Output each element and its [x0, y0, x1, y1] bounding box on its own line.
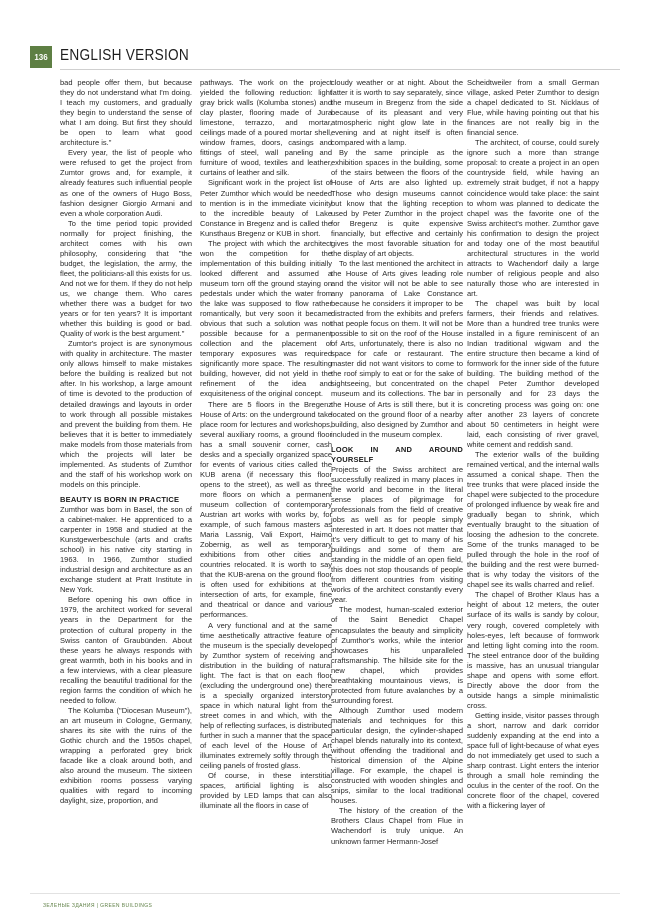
paragraph: Significant work in the project list of Peter Zumthor which would be needed to mention is in the immediate vicinity to the incredible beauty of Lake Constance in Bregenz and is called the Kunsthaus Bregenz or KUB in short.: [200, 178, 332, 238]
paragraph: The architect, of course, could surely ignore such a more than strange proposal: to create a project in an open countryside field, while having an extremely strait budget, if not a happy coincidence would take place: the saint to whom was planned to dedicate the chapel was the favorite one of the Swiss architect's mother. Zumthor gave his confirmation to design the project and today one of the most beautiful architectural structures in the world attracts to Wachendorf daily a large number of religious people and also naturally those who are interested in art.: [467, 138, 599, 298]
paragraph: pathways. The work on the project yielded the following reduction: light gray brick walls (Kolumba stones) and clay plaster, flooring made of Jura limestone, terrazzo, and mortar, ceilings made of a poured mortar shell, window frames, doors, casings and fittings of steel, wall paneling and furniture of wood, textiles and leather, curtains of leather and silk.: [200, 78, 332, 178]
paragraph: Before opening his own office in 1979, the architect worked for several years in the Department for the protection of cultural property in the Swiss canton of Graubünden. About these years he always responds with great warmth, both in his books and in a few interviews, with a clear pleasure recalling the beautiful traditional for the region farms the condition of which he needed to follow.: [60, 595, 192, 705]
section-heading: LOOK IN AND AROUND YOURSELF: [331, 444, 463, 464]
paragraph: cloudy weather or at night. About the latter it is worth to say separately, since the museum in Bregenz from the side because of its pleasant and very atmospheric night glow late in the evening and at night itself is often compared with a lamp.: [331, 78, 463, 148]
paragraph: Projects of the Swiss architect are successfully realized in many places in the world and become in the literal sense places of pilgrimage for professionals from the field of creative jobs as well as for people simply interested in art. It does not matter that it's very difficult to get to many of his buildings and some of them are standing in the middle of an open field, this does not stop thousands of people from different countries from visiting works of the architect constantly every year.: [331, 464, 463, 605]
paragraph: bad people offer them, but because they do not understand what I'm doing. I teach my customers, and gradually they begin to understand the sense of what I am doing. But first they should be open to learn what good architecture is.": [60, 78, 192, 148]
paragraph: Scheidtweiler from a small German village, asked Peter Zumthor to design a chapel dedicated to St. Nicklaus of Flue, while having pointing out that his finances are not really big in the financial sence.: [467, 78, 599, 138]
text-column-2: [200, 78, 332, 811]
paragraph: By the same principle as the exhibition spaces in the building, some of the stairs between the floors of the House of Arts are also lighted up. Those who design museums cannot but know that the lighting reception used by Peter Zumthor in the project for Bregenz is quite expensive financially, but effective and certainly gives the most favorable situation for the display of art objects.: [331, 148, 463, 258]
paragraph: Although Zumthor used modern materials and techniques for this particular design, the cylinder-shaped chapel blends naturally into its context, without offending the traditional and historical dimension of the Alpine village. For example, the chapel is constructed with wooden shingles and snips, similar to the local traditional houses.: [331, 705, 463, 806]
paragraph: The Kolumba ("Diocesan Museum"), an art museum in Cologne, Germany, shares its site with the ruins of the Gothic church and the 1950s chapel, wrapping a perforated grey brick facade like a cloak around both, and also around the museum. The sixteen exhibition rooms possess varying qualities with regard to incoming daylight, size, proportion, and: [60, 705, 192, 806]
paragraph: The exterior walls of the building remained vertical, and the internal walls assumed a conical shape. Then the tree trunks that were placed inside the chapel were subjected to the procedure of prolonged influence by weak fire and gradually began to shrink, which eventually braught to the situation of loosing the adhesion to the concrete. Some of the trunks managed to be pulled through the hole in the roof of the building and the rest were burned-that is why today the visitors of the chapel see its walls charred and relief.: [467, 449, 599, 590]
paragraph: The modest, human-scaled exterior of the Saint Benedict Chapel encapsulates the beauty and simplicity of Zumthor's works, while the interior showcases his unparalleled craftsmanship. The hillside site for the new chapel, which provides breathtaking mountainous views, is protected from future avalanches by a surrounding forest.: [331, 605, 463, 705]
paragraph: To the last mentioned the architect in the House of Arts gives leading role and the visitor will not be able to see any panorama of Lake Constance because he considers it improper to be distracted from the exhibits and prefers that people focus on them. It will not be possible to sit on the roof of the House of Arts, unfortunately, there is also no space for cafe or restaurant. The master did not want visitors to come to the roof simply to eat or for the sake of sightseeing, but concentrated on the museum and its collections. The bar in the House of Arts is still there, but it is located on the ground floor of a nearby building, also designed by Zumthor and included in the museum complex.: [331, 258, 463, 439]
paragraph: Of course, in these interstitial spaces, artificial lighting is also provided by LED lamps that can also illuminate all the floors in case of: [200, 771, 332, 811]
paragraph: There are 5 floors in the Bregenz House of Arts: on the underground take place room for lectures and workshops, several auxiliary rooms, a ground floor has a small souvenir corner, cash desks and a specially organized space for events of various cities called the KUB arena (if necessary this floor opens to the street), as well as three more floors on which a permanent museum collection of contemporary Austrian art works with works by, for example, of such famous masters as Maria Lassnig, Vali Export, Haimo Zobernig, as well as temporary exhibitions from other cities and countries relocated. It is worth to say that the KUB-arena on the ground floor is often used for exhibitions at the intersection of arts, for example, fine and theatrical or dance and various performances.: [200, 399, 332, 620]
footer-label: ЗЕЛЕНЫЕ ЗДАНИЯ | GREEN BUILDINGS: [43, 903, 153, 909]
paragraph: Zumtor's project is are synonymous with quality in architecture. The master only allows himself to make mistakes before the building is realized but not after. In his workshop, a large amount of time is devoted to the production of detailed drawings and layouts in order to work through all possible mistakes and prevent the building from them. He believes that it is better to immediately make models from those materials from which the projects will later be implemented. As students of Zumthor and the staff of his workshop work on models on this principle.: [60, 339, 192, 489]
page-number-badge: 136: [30, 46, 52, 68]
paragraph: The chapel of Brother Klaus has a height of about 12 meters, the outer surface of its walls is sandy by colour, very rough, covered completely with holes-eyes, left because of formwork and letting light coming into the room. The steel entrance door of the building is massive, has an unusual triangular shape and opens with some effort. Directly above the door from the outside hangs a simple minimalistic cross.: [467, 590, 599, 710]
paragraph: Every year, the list of people who were refused to get the project from Zumtor grows and, for example, it already features such influential people as one of the owners of Hugo Boss, fashion designer Giorgio Armani and even a whole corporation Audi.: [60, 148, 192, 218]
footer-divider: [30, 893, 620, 894]
paragraph: The history of the creation of the Brothers Claus Chapel from Flue in Wachendorf is truly unique. An unknown farmer Hermann-Josef: [331, 806, 463, 846]
paragraph: To the time period topic provided normally for project finishing, the architect comes with his own philosophy, considering that "the budget, the legislation, the army, the fleet, the politicians-all this exists for us. And not we for them. If they do not help us, we change them. Who cares whether there was a budget for two years or for ten years? It is important whether this building is good or bad. Quality of work is the best argument.": [60, 218, 192, 339]
paragraph: The project with which the architect won the competition for the implementation of this building initially looked different and assumed a museum torn off the ground staying on pedestals under which the water from the lake was supposed to flow rather romantically, but very soon it became obvious that such a solution was not possible because for a permanent collection and the placement of temporary exposures was required significantly more space. The resulting building, however, did not yield in the refinement of the idea and exquisiteness of the original concept.: [200, 238, 332, 399]
paragraph: A very functional and at the same time aesthetically attractive feature of the museum is the specially developed by Zumthor system of receiving and distribution in the building of natural light. The fact is that on each floor (excluding the underground one) there is a specially organized interstory space in which natural light from the street comes in and which, with the help of reflecting surfaces, is distributed further in such a manner that the space of each level of the House of Art illuminates extremely softly through the ceiling panels of frosted glass.: [200, 620, 332, 771]
header-divider: [60, 69, 620, 70]
section-title: ENGLISH VERSION: [60, 47, 190, 64]
section-heading: BEAUTY IS BORN IN PRACTICE: [60, 494, 180, 504]
text-column-3: [331, 78, 463, 847]
paragraph: Zumthor was born in Basel, the son of a cabinet-maker. He apprenticed to a carpenter in 1958 and studied at the Kunstgewerbeschule (arts and crafts school) in his native city starting in 1963. In 1966, Zumthor studied industrial design and architecture as an exchange student at Pratt Institute in New York.: [60, 504, 192, 595]
text-column-1: [60, 78, 192, 806]
text-column-4: [467, 78, 599, 811]
paragraph: The chapel was built by local farmers, their friends and relatives. More than a hundred tree trunks were installed in a figure reminiscent of an Indian traditional wigwam and the entire structure then became a kind of formwork for the inner side of the future building. The building method of the chapel Peter Zumthor developed personally and for 23 days the concreting process was going on: one after another 23 layers of concrete about 50 centimeters in height were laid, each consisting of river gravel, white cement and reddish sand.: [467, 299, 599, 449]
paragraph: Getting inside, visitor passes through a short, narrow and dark corridor suddenly expanding at the end into a space full of light-because of what eyes do not immediately get used to such a sharp contrast. Light enters the interior through a small hole reminding the oculus in the center of the roof. On the concrete floor of the chapel, covered with a flickering layer of: [467, 710, 599, 811]
